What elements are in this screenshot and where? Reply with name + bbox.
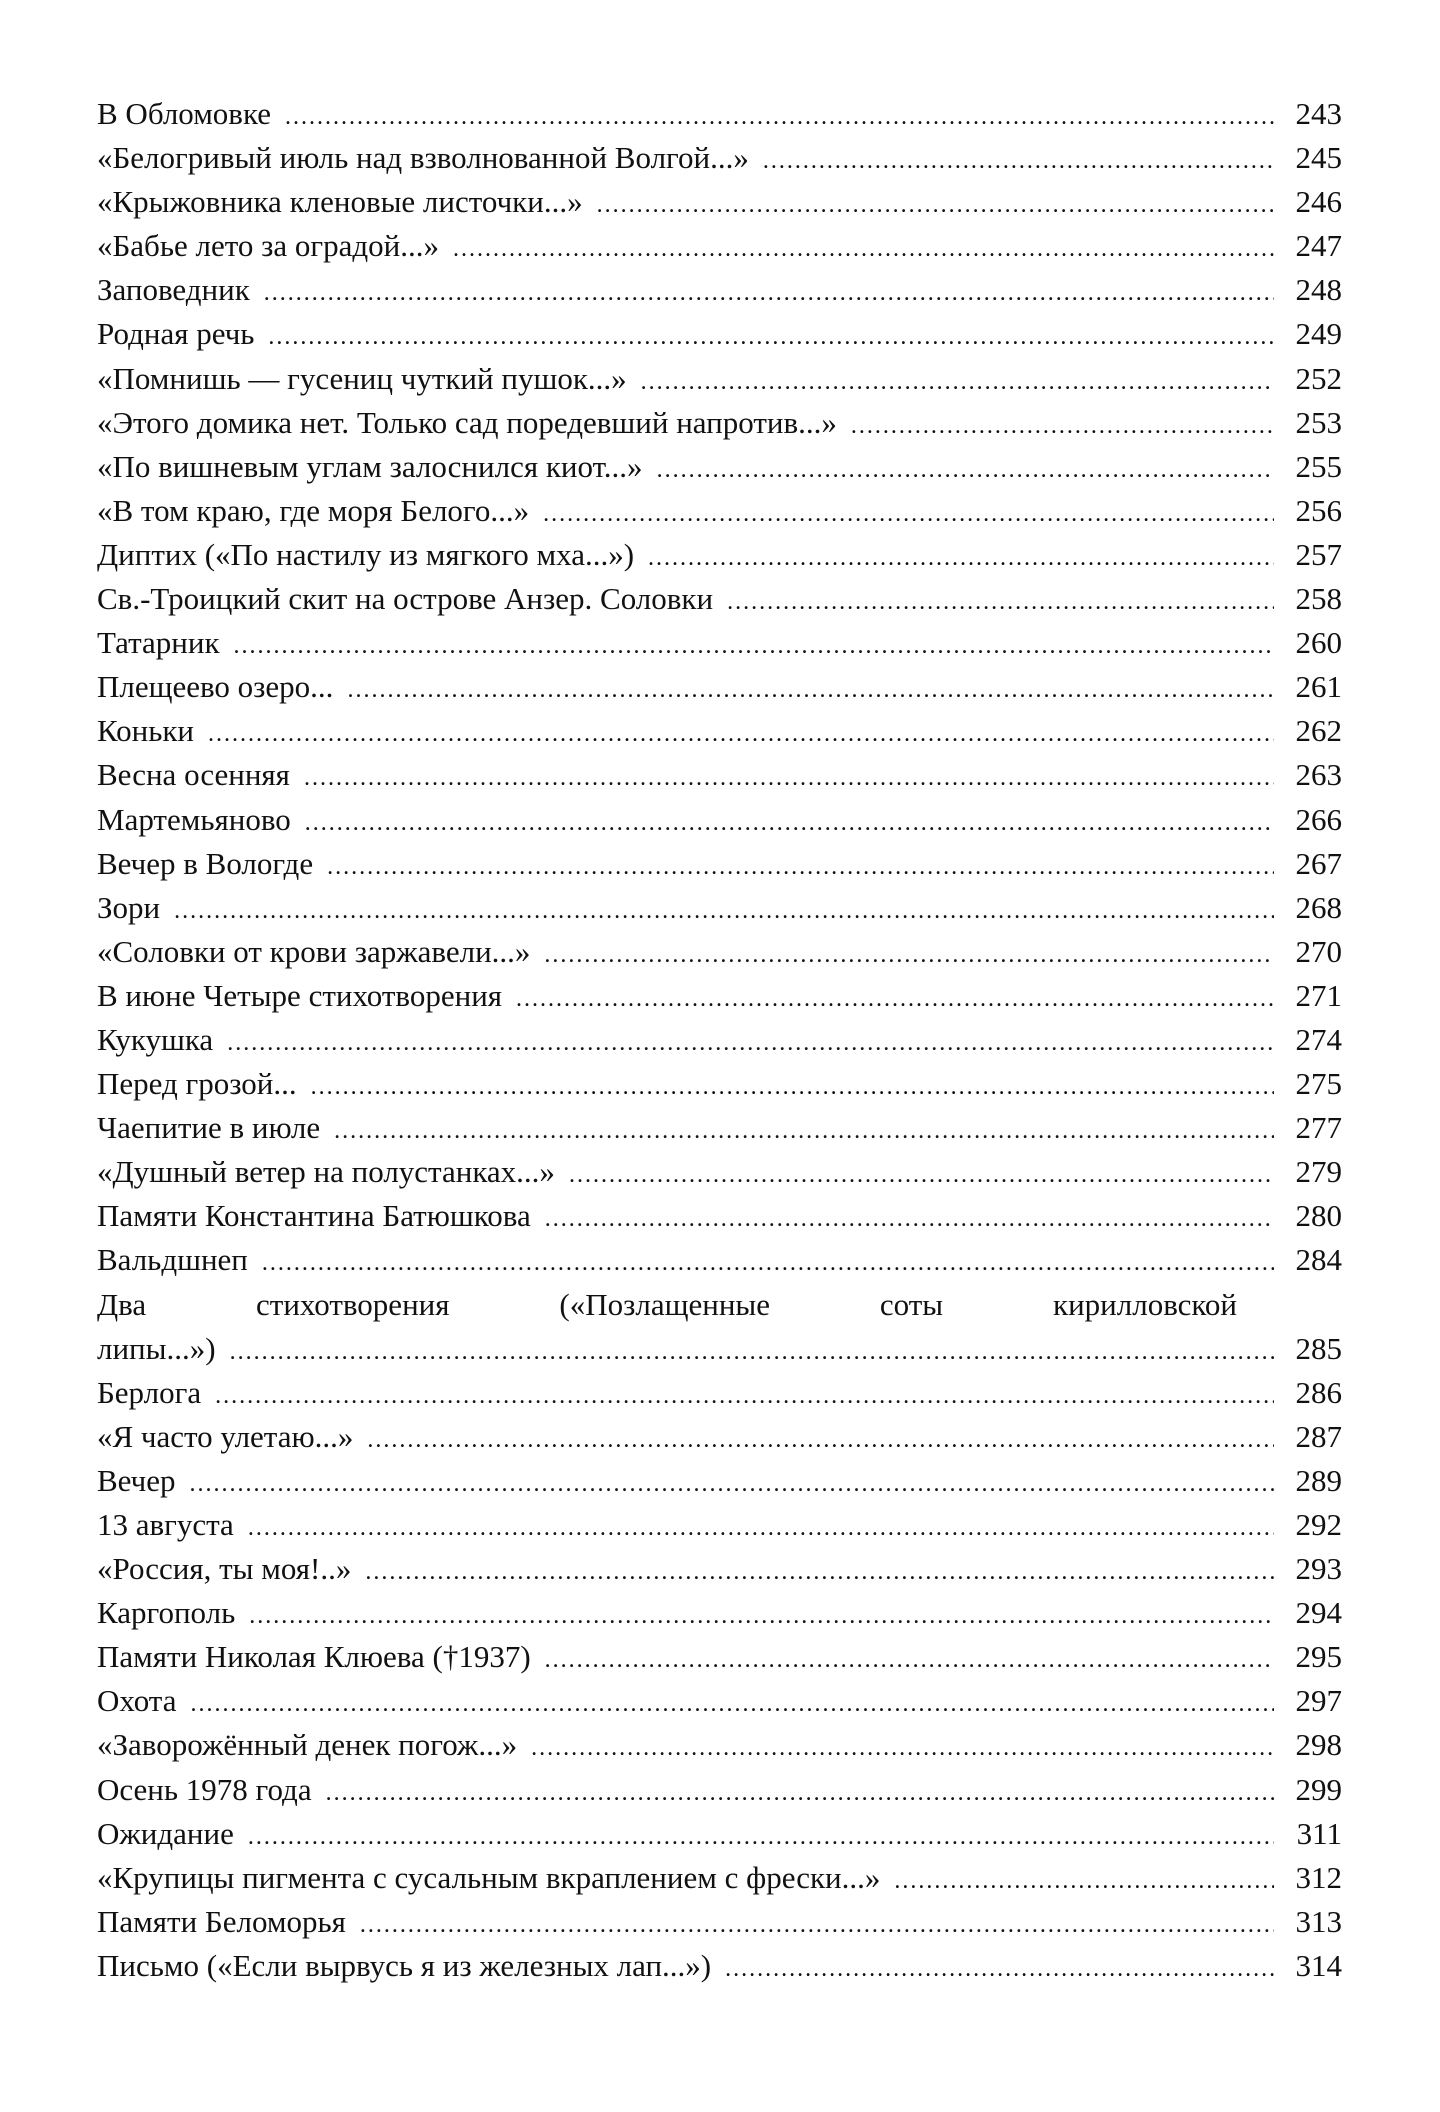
toc-entry-title: «В том краю, где моря Белого...» (97, 492, 530, 528)
toc-entry-page: 271 (1295, 977, 1342, 1013)
list-item (97, 1679, 1342, 1723)
list-item (97, 1415, 1342, 1459)
toc-entry-title: В Обломовке (97, 96, 271, 131)
dot-leader (367, 1418, 1274, 1462)
toc-entry-page: 247 (1295, 228, 1342, 264)
list-item (97, 709, 1342, 753)
dot-leader (531, 1726, 1274, 1770)
table-of-contents (97, 92, 1342, 1988)
toc-entry-title: Письмо («Если вырвусь я из железных лап...») (97, 1947, 712, 1983)
toc-entry-title: Памяти Константина Батюшкова (97, 1198, 531, 1234)
toc-entry-title: Памяти Беломорья (97, 1903, 346, 1939)
dot-leader (545, 1638, 1274, 1682)
list-item (97, 489, 1342, 533)
dot-leader (208, 712, 1274, 756)
toc-entry-title: Мартемьяново (97, 801, 291, 837)
dot-leader (174, 889, 1274, 933)
toc-entry-page: 314 (1295, 1947, 1342, 1983)
toc-entry-title: Ожидание (97, 1815, 234, 1851)
list-item (97, 753, 1342, 797)
toc-entry-title: Берлога (97, 1374, 202, 1410)
toc-entry-title: Кукушка (97, 1021, 214, 1057)
list-item (97, 886, 1342, 930)
toc-entry-title: «Крупицы пигмента с сусальным вкраплением с фрески...» (97, 1859, 881, 1895)
dot-leader (851, 404, 1274, 448)
toc-entry-page: 257 (1295, 536, 1342, 572)
toc-entry-page: 256 (1295, 492, 1342, 528)
dot-leader (894, 1859, 1274, 1903)
list-item (97, 224, 1342, 268)
toc-entry-title: «Этого домика нет. Только сад поредевший напротив...» (97, 404, 837, 440)
toc-entry-page: 289 (1295, 1462, 1342, 1498)
dot-leader (230, 1330, 1274, 1374)
list-item (97, 445, 1342, 489)
toc-entry-title: Каргополь (97, 1595, 236, 1631)
list-item (97, 136, 1342, 180)
toc-entry-page: 258 (1295, 581, 1342, 617)
toc-entry-title: «Россия, ты моя!..» (97, 1551, 352, 1587)
toc-entry-title: Весна осенняя (97, 757, 290, 793)
toc-entry-page: 287 (1295, 1418, 1342, 1454)
list-item (97, 1194, 1342, 1238)
dot-leader (763, 139, 1274, 183)
list-item (97, 798, 1342, 842)
toc-entry-page: 295 (1295, 1639, 1342, 1675)
toc-entry-title-line2: липы...») (97, 1330, 216, 1366)
list-item (97, 1150, 1342, 1194)
dot-leader (311, 1065, 1274, 1109)
toc-entry-title: «Душный ветер на полустанках...» (97, 1154, 555, 1190)
toc-entry-page: 285 (1295, 1330, 1342, 1366)
toc-entry-title: Осень 1978 года (97, 1771, 312, 1807)
toc-entry-title: В июне Четыре стихотворения (97, 977, 503, 1013)
list-item (97, 1812, 1342, 1856)
dot-leader (234, 624, 1274, 668)
toc-entry-page: 249 (1295, 316, 1342, 352)
toc-entry-title: «По вишневым углам залоснился киот...» (97, 448, 643, 484)
toc-entry-page: 246 (1295, 184, 1342, 220)
dot-leader (285, 95, 1274, 139)
toc-entry-page: 311 (1296, 1815, 1342, 1851)
toc-entry-page: 284 (1295, 1242, 1342, 1278)
dot-leader (641, 360, 1274, 404)
list-item (97, 665, 1342, 709)
list-item (97, 1635, 1342, 1679)
list-item (97, 1723, 1342, 1767)
toc-entry-title: «Я часто улетаю...» (97, 1418, 354, 1454)
list-item (97, 1327, 1342, 1371)
toc-list (97, 92, 1342, 1283)
list-item (97, 842, 1342, 886)
dot-leader (597, 183, 1274, 227)
list-item (97, 357, 1342, 401)
dot-leader (453, 227, 1274, 271)
dot-leader (543, 492, 1274, 536)
dot-leader (334, 1109, 1274, 1153)
toc-entry-page: 245 (1295, 140, 1342, 176)
dot-leader (569, 1153, 1274, 1197)
toc-entry-wrapped (97, 1283, 1342, 1371)
toc-entry-title: Охота (97, 1683, 177, 1719)
toc-entry-title: 13 августа (97, 1507, 234, 1542)
list-item (97, 621, 1342, 665)
list-item (97, 1503, 1342, 1547)
toc-entry-page: 286 (1295, 1374, 1342, 1410)
toc-entry-page: 253 (1295, 404, 1342, 440)
list-item (97, 577, 1342, 621)
toc-entry-title: «Бабье лето за оградой...» (97, 228, 439, 264)
dot-leader (516, 977, 1274, 1021)
list-item (97, 533, 1342, 577)
toc-entry-title: Татарник (97, 625, 220, 661)
list-item (97, 1106, 1342, 1150)
toc-entry-page: 280 (1295, 1198, 1342, 1234)
toc-entry-page: 263 (1295, 757, 1342, 793)
toc-entry-title: «Помнишь — гусениц чуткий пушок...» (97, 360, 627, 396)
dot-leader (657, 448, 1274, 492)
toc-entry-page: 260 (1295, 625, 1342, 661)
toc-entry-page: 292 (1295, 1507, 1342, 1542)
list-item (97, 1944, 1342, 1988)
toc-entry-page: 252 (1295, 360, 1342, 396)
toc-entry-page: 261 (1295, 669, 1342, 705)
toc-entry-title: Зори (97, 889, 161, 925)
dot-leader (727, 580, 1274, 624)
toc-entry-page: 266 (1295, 801, 1342, 837)
toc-entry-page: 275 (1295, 1066, 1342, 1102)
list-item (97, 1900, 1342, 1944)
toc-entry-page: 262 (1295, 713, 1342, 749)
list-item (97, 92, 1342, 136)
dot-leader (347, 668, 1274, 712)
dot-leader (262, 1241, 1274, 1285)
toc-entry-title: «Белогривый июль над взволнованной Волгой...» (97, 140, 749, 176)
toc-entry-page: 267 (1295, 845, 1342, 881)
dot-leader (725, 1947, 1274, 1991)
dot-leader (545, 1197, 1274, 1241)
list-item (97, 1547, 1342, 1591)
toc-entry-title: Вальдшнеп (97, 1242, 248, 1278)
dot-leader (190, 1682, 1274, 1726)
toc-entry-page: 274 (1295, 1021, 1342, 1057)
toc-entry-title: Родная речь (97, 316, 255, 352)
toc-entry-page: 248 (1295, 272, 1342, 308)
toc-entry-page: 312 (1295, 1859, 1342, 1895)
toc-entry-page: 299 (1295, 1771, 1342, 1807)
toc-entry-title: Вечер (97, 1462, 176, 1498)
toc-entry-page: 293 (1295, 1551, 1342, 1587)
toc-entry-title-line1: Два стихотворения («Позлащенные соты кирилловской (97, 1286, 1237, 1322)
toc-entry-page: 279 (1295, 1154, 1342, 1190)
list-item (97, 1371, 1342, 1415)
toc-entry-title: Коньки (97, 713, 195, 749)
toc-entry-page: 294 (1295, 1595, 1342, 1631)
toc-entry-title: Заповедник (97, 272, 250, 308)
toc-list-after (97, 1371, 1342, 1988)
dot-leader (648, 536, 1274, 580)
list-item (97, 1856, 1342, 1900)
dot-leader (264, 271, 1274, 315)
dot-leader (326, 1771, 1274, 1815)
toc-entry-title: Памяти Николая Клюева (†1937) (97, 1639, 531, 1675)
dot-leader (544, 933, 1274, 977)
dot-leader (215, 1374, 1274, 1418)
list-item (97, 930, 1342, 974)
toc-entry-title: Плещеево озеро... (97, 669, 334, 705)
toc-entry-title: Вечер в Вологде (97, 845, 314, 881)
toc-entry-page: 268 (1295, 889, 1342, 925)
dot-leader (190, 1462, 1274, 1506)
toc-entry-title: «Крыжовника кленовые листочки...» (97, 184, 583, 220)
list-item (97, 312, 1342, 356)
toc-entry-page: 277 (1295, 1110, 1342, 1146)
dot-leader (360, 1903, 1274, 1947)
toc-entry-title: Диптих («По настилу из мягкого мха...») (97, 536, 635, 572)
toc-entry-page: 297 (1295, 1683, 1342, 1719)
dot-leader (327, 845, 1274, 889)
dot-leader (268, 315, 1274, 359)
dot-leader (365, 1550, 1274, 1594)
toc-entry-page: 243 (1295, 96, 1342, 131)
toc-entry-page: 313 (1295, 1903, 1342, 1939)
toc-entry-page: 270 (1295, 933, 1342, 969)
dot-leader (249, 1594, 1274, 1638)
list-item (97, 1238, 1342, 1282)
list-item (97, 1018, 1342, 1062)
list-item (97, 974, 1342, 1018)
dot-leader (305, 801, 1274, 845)
dot-leader (248, 1815, 1274, 1859)
toc-entry-page: 255 (1295, 448, 1342, 484)
list-item (97, 401, 1342, 445)
list-item (97, 1768, 1342, 1812)
list-item (97, 180, 1342, 224)
list-item (97, 1062, 1342, 1106)
list-item (97, 1459, 1342, 1503)
toc-entry-page: 298 (1295, 1727, 1342, 1763)
toc-entry-title: «Соловки от крови заржавели...» (97, 933, 531, 969)
dot-leader (304, 756, 1274, 800)
dot-leader (248, 1506, 1274, 1550)
toc-entry-title: Перед грозой... (97, 1066, 297, 1102)
toc-entry-title: Чаепитие в июле (97, 1110, 321, 1146)
list-item (97, 1591, 1342, 1635)
list-item (97, 268, 1342, 312)
toc-entry-title: Св.-Троицкий скит на острове Анзер. Соловки (97, 581, 714, 617)
dot-leader (227, 1021, 1274, 1065)
toc-entry-title: «Заворожённый денек погож...» (97, 1727, 518, 1763)
